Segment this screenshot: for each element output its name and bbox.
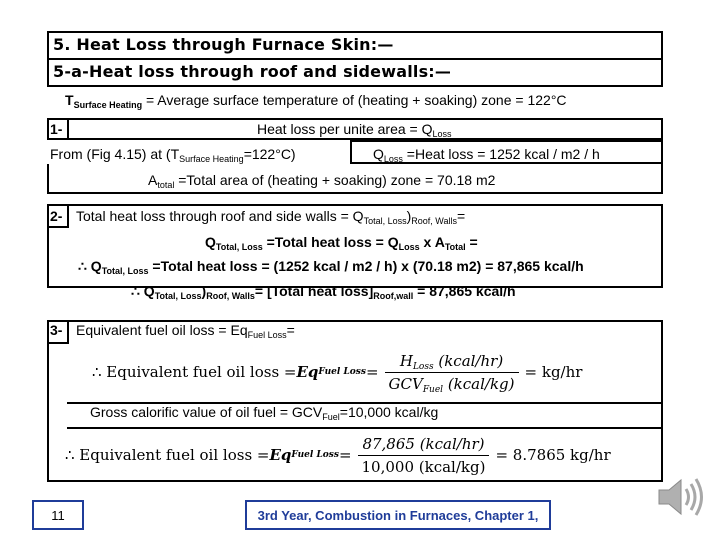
- step1-divider: [67, 118, 69, 140]
- surface-temperature-line: $T_{Surface Heating}$ = Average surface temperature of (heating + soaking) zone = 122°C: [65, 92, 567, 110]
- q-loss-line: $Q_{Loss}$ =Heat loss = 1252 kcal / m2 / h: [373, 146, 600, 164]
- course-label: 3rd Year, Combustion in Furnaces, Chapter 1,: [257, 507, 539, 523]
- course-label-box: [245, 500, 551, 530]
- step2-underline: [47, 226, 69, 228]
- speaker-icon[interactable]: [655, 475, 705, 519]
- fig-reference-line: From (Fig 4.15) at $(T_{Surface Heating}=122^\circ C)$: [50, 146, 296, 164]
- total-area-box: [47, 164, 663, 194]
- step2-total-heat-loss-definition: $Q_{Total, Loss}$ =Total heat loss = $Q_{Loss}$ x $A_{Total}$ =: [205, 234, 478, 252]
- page-number-box: [32, 500, 84, 530]
- formula1-fraction: $\frac{H_{Loss} (kcal/hr)}{GCV_{Fuel} (kcal/kg)}$: [385, 352, 519, 393]
- step1-number: 1-: [50, 121, 63, 137]
- equivalent-fuel-loss-formula: ∴ Equivalent fuel oil loss = Eq Fuel Loss = $\frac{H_{Loss} (kcal/hr)}{GCV_{Fuel} (kcal/kg)}$ = kg/hr: [92, 351, 583, 395]
- step2-result-line: ∴ $Q_{Total, Loss})_{Roof, Walls}=$ [Total heat $loss]_{Roof,wall} = 87,865$ kcal/h: [131, 283, 516, 301]
- heading-line-2: 5-a-Heat loss through roof and sidewalls:—: [53, 62, 452, 81]
- q-loss-box: [350, 140, 663, 164]
- step3-number: 3-: [50, 322, 63, 338]
- heading-line-1: 5. Heat Loss through Furnace Skin:—: [53, 35, 394, 54]
- step2-intro-line: Total heat loss through roof and side walls = $Q_{Total, Loss})_{Roof, Walls}=$: [76, 208, 466, 226]
- formula2-fraction: $\frac{\text{87,865 (kcal/hr)}}{\text{10,000 (kcal/kg)}}$: [358, 435, 490, 476]
- step2-calculation-line: ∴ $Q_{Total, Loss}$ =Total heat loss = (1252 kcal / m2 / h) x (70.18 m2) = 87,865 kcal/h: [78, 258, 584, 276]
- page-number: 11: [51, 507, 65, 523]
- equivalent-fuel-loss-result-formula: ∴ Equivalent fuel oil loss = Eq Fuel Loss = $\frac{\text{87,865 (kcal/hr)}}{\text{10,000 (kcal/kg)}}$ = 8.7865 kg/hr: [65, 434, 611, 476]
- gcv-line: Gross calorific value of oil fuel = $GCV_{Fuel}=10,000$ kcal/kg: [90, 404, 439, 422]
- step3-underline: [47, 342, 69, 344]
- gcv-bottom-separator: [67, 427, 663, 429]
- step2-number: 2-: [50, 208, 63, 224]
- step3-intro-line: Equivalent fuel oil loss = $Eq_{Fuel Loss}=$: [76, 322, 295, 340]
- step2-divider: [67, 204, 69, 226]
- heat-loss-per-area: Heat loss per unite area = $Q_{Loss}$: [257, 121, 452, 139]
- step3-divider: [67, 320, 69, 342]
- total-area-line: $A_{total}$ =Total area of (heating + soaking) zone = 70.18 m2: [148, 172, 496, 190]
- heading-divider: [47, 58, 663, 60]
